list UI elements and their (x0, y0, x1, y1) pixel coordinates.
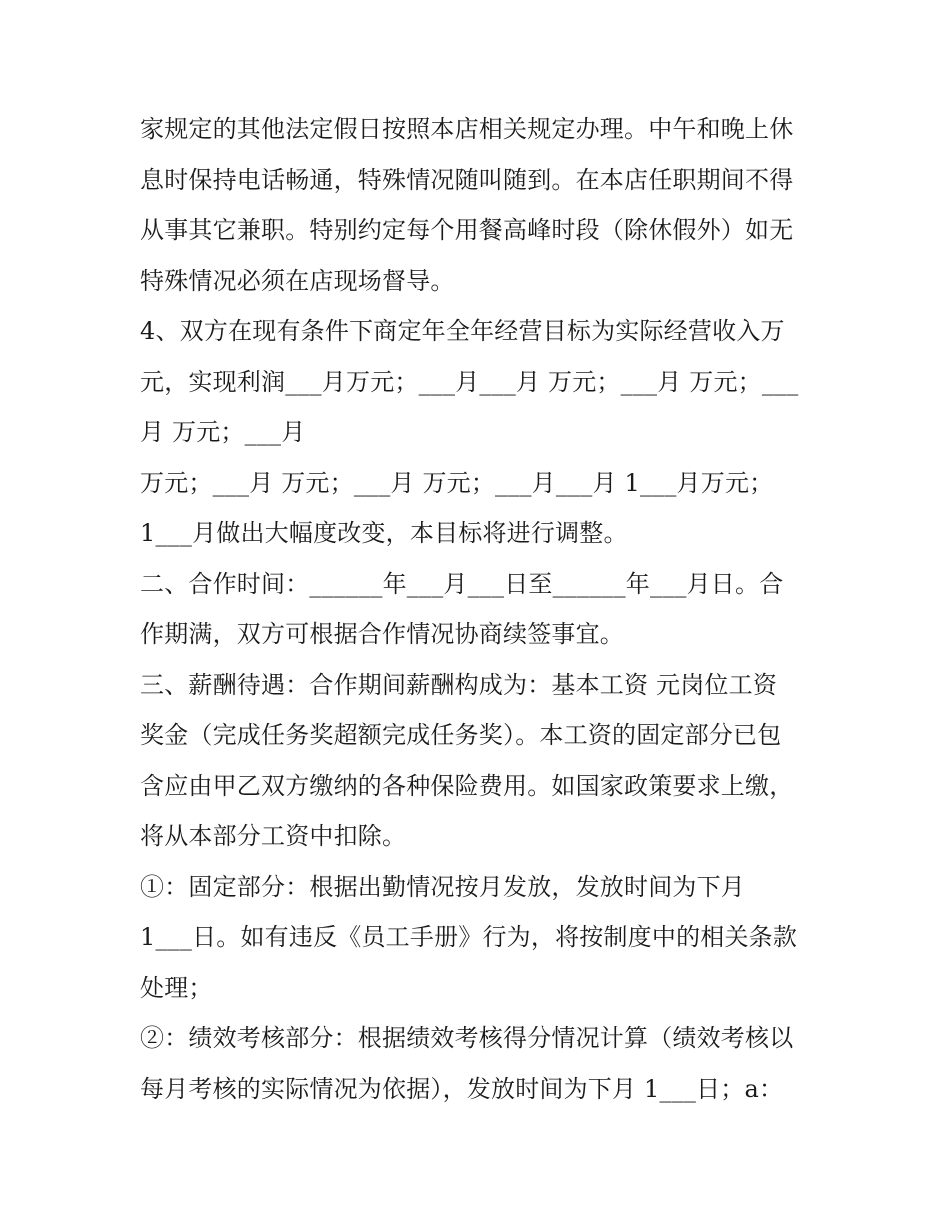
text-line: 元，实现利润___月万元；___月___月 万元；___月 万元；___ (140, 367, 799, 396)
text-line: 月 万元；___月 (140, 418, 306, 446)
document-body (140, 104, 820, 1114)
text-line: 二、合作时间：______年___月___日至______年___月日。合 (140, 569, 784, 598)
text-line: ①：固定部分：根据出勤情况按月发放，发放时间为下月 (140, 872, 745, 901)
text-line: 1___日。如有违反《员工手册》行为，将按制度中的相关条款 (140, 923, 798, 951)
text-line: 1___月做出大幅度改变，本目标将进行调整。 (140, 519, 628, 547)
text-line: 特殊情况必须在店现场督导。 (140, 266, 455, 295)
text-line: 将从本部分工资中扣除。 (140, 822, 407, 850)
text-line: 处理； (140, 973, 213, 1002)
text-line: 奖金（完成任务奖超额完成任务奖）。本工资的固定部分已包 (140, 721, 782, 749)
text-line: 息时保持电话畅通，特殊情况随叫随到。在本店任职期间不得 (140, 165, 794, 194)
text-line: 每月考核的实际情况为依据），发放时间为下月 1___日；a： (140, 1074, 784, 1103)
text-line: 三、薪酬待遇：合作期间薪酬构成为：基本工资 元岗位工资 (140, 670, 778, 699)
text-line: ②：绩效考核部分：根据绩效考核得分情况计算（绩效考核以 (140, 1024, 794, 1052)
text-line: 含应由甲乙双方缴纳的各种保险费用。如国家政策要求上缴， (140, 771, 794, 800)
text-line: 作期满，双方可根据合作情况协商续签事宜。 (140, 620, 624, 648)
text-line: 万元；___月 万元；___月 万元；___月___月 1___月万元； (140, 468, 774, 497)
text-line: 家规定的其他法定假日按照本店相关规定办理。中午和晚上休 (140, 115, 794, 143)
text-line: 从事其它兼职。特别约定每个用餐高峰时段（除休假外）如无 (140, 216, 794, 244)
text-line: 4、双方在现有条件下商定年全年经营目标为实际经营收入万 (140, 317, 785, 345)
